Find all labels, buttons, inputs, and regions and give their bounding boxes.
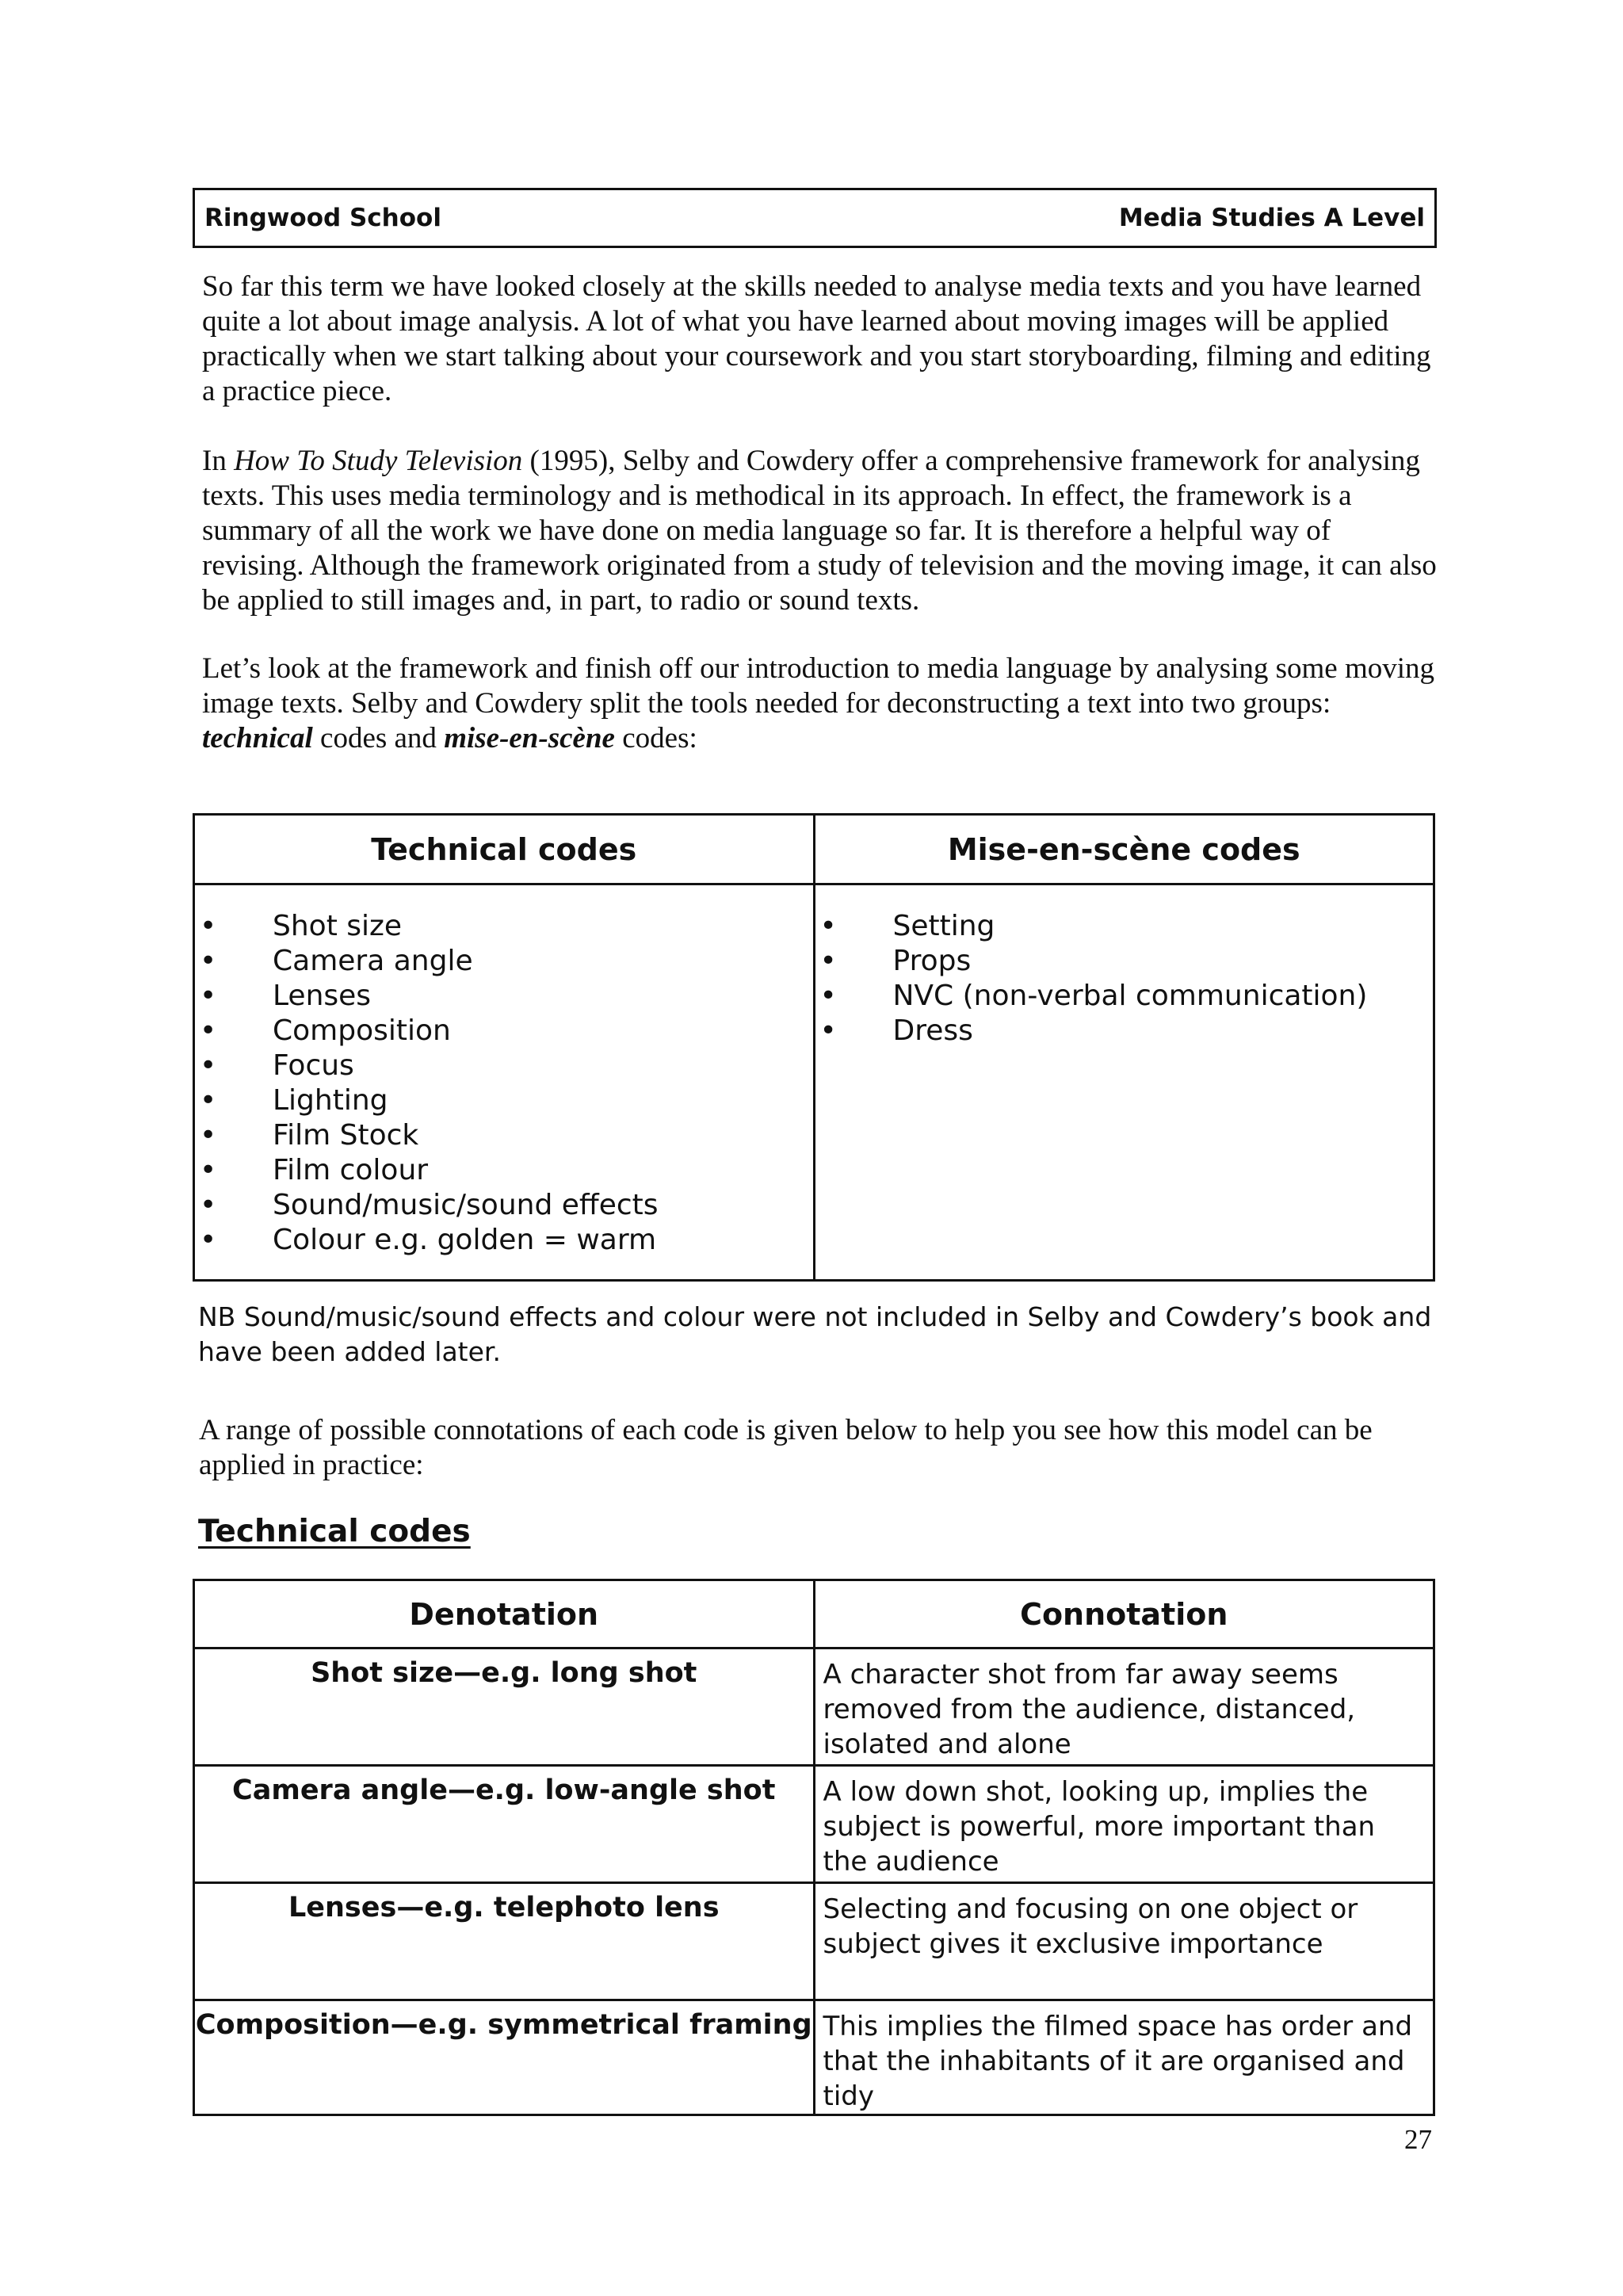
table-row bbox=[194, 1883, 1434, 2000]
bullet-glyph: • bbox=[819, 945, 837, 977]
intro-paragraph-2 bbox=[202, 444, 1438, 618]
technical-codes-heading: Technical codes bbox=[198, 1514, 471, 1549]
technical-code-item-label: Composition bbox=[273, 1014, 451, 1047]
connotation-cell: Selecting and focusing on one object or subject gives it exclusive importance bbox=[814, 1883, 1434, 2000]
bullet-glyph: • bbox=[819, 1014, 837, 1047]
denotation-header: Denotation bbox=[194, 1580, 815, 1648]
technical-code-item-label: Film colour bbox=[273, 1154, 429, 1186]
mise-en-scene-code-item bbox=[815, 979, 1434, 1014]
technical-code-item bbox=[195, 1188, 813, 1223]
technical-code-item-label: Sound/music/sound effects bbox=[273, 1189, 659, 1221]
technical-codes-header: Technical codes bbox=[194, 815, 815, 884]
intro-paragraph-3 bbox=[202, 651, 1438, 756]
technical-code-item bbox=[195, 944, 813, 979]
connotation-rows bbox=[194, 1648, 1434, 2115]
p2-rest: (1995), Selby and Cowdery offer a comprehensive framework for analysing texts. This uses media terminology and is methodical in its approach. In effect, the framework is a summary of all the work we have done on media language so far. It is therefore a helpful way of revising. Although the framework originated from a study of television and the moving image, it can also be applied to still images and, in part, to radio or sound texts. bbox=[202, 445, 1437, 617]
mise-en-scene-code-item-label: Dress bbox=[892, 1014, 973, 1047]
range-paragraph: A range of possible connotations of each code is given below to help you see how this model can be applied in practice: bbox=[199, 1414, 1373, 1481]
denotation-cell: Camera angle—e.g. low-angle shot bbox=[194, 1766, 815, 1883]
connotation-header: Connotation bbox=[814, 1580, 1434, 1648]
technical-code-item-label: Colour e.g. golden = warm bbox=[273, 1224, 657, 1256]
connotation-cell: This implies the filmed space has order and that the inhabitants of it are organised and tidy bbox=[814, 2000, 1434, 2115]
bullet-glyph: • bbox=[200, 1154, 217, 1186]
mise-en-scene-codes-header: Mise-en-scène codes bbox=[814, 815, 1434, 884]
p2-prefix: In bbox=[202, 445, 235, 477]
technical-code-item-label: Focus bbox=[273, 1049, 354, 1082]
p3-prefix: Let’s look at the framework and finish off our introduction to media language by analysing some moving image texts. Selby and Cowdery split the tools needed for deconstructing a text into two groups: bbox=[202, 652, 1435, 720]
connotation-table bbox=[193, 1579, 1435, 2116]
intro-paragraph-1: So far this term we have looked closely at the skills needed to analyse media texts and you have learned quite a lot about image analysis. A lot of what you have learned about moving images will be applied practically when we start talking about your coursework and you start storyboarding, filming and editing a practice piece. bbox=[202, 270, 1431, 407]
denotation-cell: Composition—e.g. symmetrical framing bbox=[194, 2000, 815, 2115]
mise-en-scene-code-item-label: Setting bbox=[892, 910, 995, 942]
p3-middle: codes and bbox=[312, 722, 445, 755]
technical-code-item bbox=[195, 1083, 813, 1118]
bullet-glyph: • bbox=[819, 910, 837, 942]
mise-en-scene-code-item-label: Props bbox=[892, 945, 972, 977]
technical-code-item-label: Shot size bbox=[273, 910, 403, 942]
technical-code-item bbox=[195, 909, 813, 944]
technical-code-item-label: Lighting bbox=[273, 1084, 388, 1117]
mise-en-scene-code-item bbox=[815, 909, 1434, 944]
bullet-glyph: • bbox=[200, 980, 217, 1012]
denotation-cell: Lenses—e.g. telephoto lens bbox=[194, 1883, 815, 2000]
course-name: Media Studies A Level bbox=[1118, 204, 1425, 232]
mise-en-scene-codes-list bbox=[815, 885, 1434, 1049]
bullet-glyph: • bbox=[200, 1014, 217, 1047]
table-row bbox=[194, 2000, 1434, 2115]
connotation-cell: A character shot from far away seems removed from the audience, distanced, isolated and alone bbox=[814, 1648, 1434, 1766]
technical-codes-cell bbox=[194, 884, 815, 1281]
bullet-glyph: • bbox=[200, 1084, 217, 1117]
p3-suffix: codes: bbox=[614, 722, 697, 755]
mise-en-scene-code-item bbox=[815, 1014, 1434, 1049]
technical-code-item bbox=[195, 1049, 813, 1083]
bullet-glyph: • bbox=[200, 1049, 217, 1082]
bullet-glyph: • bbox=[819, 980, 837, 1012]
note-paragraph: NB Sound/music/sound effects and colour were not included in Selby and Cowdery’s book and have been added later. bbox=[198, 1301, 1432, 1367]
technical-code-item bbox=[195, 1153, 813, 1188]
mise-en-scene-code-item-label: NVC (non-verbal communication) bbox=[892, 980, 1368, 1012]
technical-code-item-label: Lenses bbox=[273, 980, 372, 1012]
bullet-glyph: • bbox=[200, 1119, 217, 1152]
page-header bbox=[193, 188, 1437, 248]
denotation-cell: Shot size—e.g. long shot bbox=[194, 1648, 815, 1766]
table-row bbox=[194, 1648, 1434, 1766]
bullet-glyph: • bbox=[200, 1224, 217, 1256]
technical-code-item bbox=[195, 1014, 813, 1049]
mise-en-scene-codes-cell bbox=[814, 884, 1434, 1281]
connotation-cell: A low down shot, looking up, implies the subject is powerful, more important than the audience bbox=[814, 1766, 1434, 1883]
codes-table bbox=[193, 813, 1435, 1282]
technical-term: technical bbox=[202, 722, 313, 755]
mise-term: mise-en-scène bbox=[444, 722, 615, 755]
book-title: How To Study Television bbox=[234, 445, 523, 477]
mise-en-scene-code-item bbox=[815, 944, 1434, 979]
bullet-glyph: • bbox=[200, 945, 217, 977]
technical-code-item bbox=[195, 1223, 813, 1258]
bullet-glyph: • bbox=[200, 1189, 217, 1221]
table-row bbox=[194, 1766, 1434, 1883]
technical-codes-list bbox=[195, 885, 813, 1258]
technical-code-item-label: Camera angle bbox=[273, 945, 473, 977]
technical-code-item bbox=[195, 979, 813, 1014]
bullet-glyph: • bbox=[200, 910, 217, 942]
page-number: 27 bbox=[1404, 2124, 1432, 2155]
school-name: Ringwood School bbox=[204, 204, 441, 232]
technical-code-item bbox=[195, 1118, 813, 1153]
technical-code-item-label: Film Stock bbox=[273, 1119, 419, 1152]
